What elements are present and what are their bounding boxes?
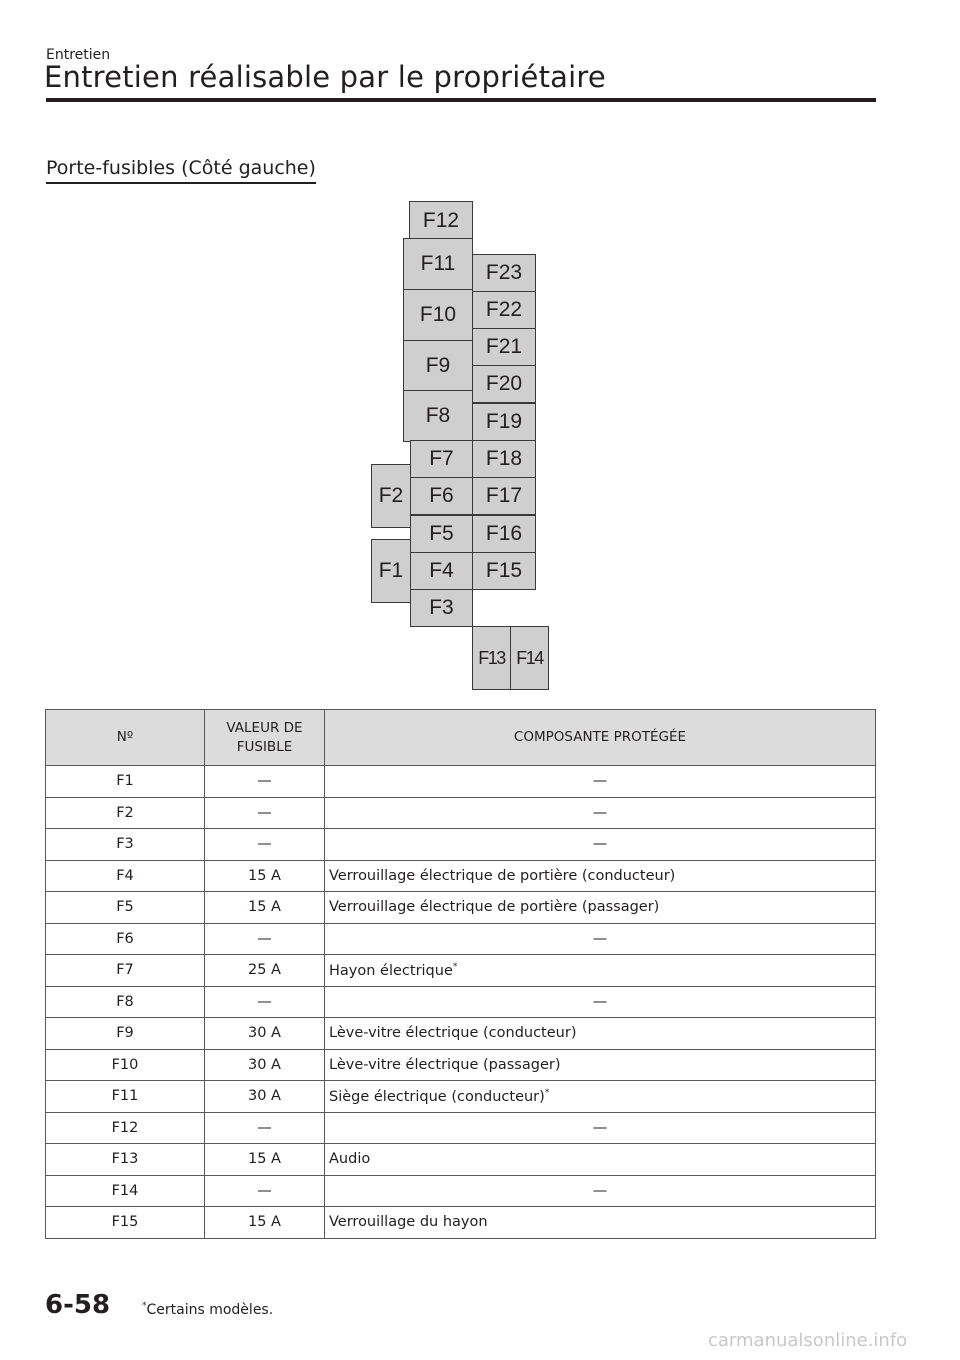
cell-fuse-number: F3 [46, 829, 205, 861]
cell-fuse-value: 30 A [205, 1081, 325, 1113]
cell-fuse-number: F7 [46, 955, 205, 987]
fuse-box-diagram [360, 195, 560, 695]
cell-fuse-number: F10 [46, 1049, 205, 1081]
table-header-row [46, 710, 876, 766]
component-text: Verrouillage électrique de portière (conducteur) [329, 867, 676, 884]
cell-fuse-number: F13 [46, 1144, 205, 1176]
component-text: Siège électrique (conducteur) [329, 1088, 545, 1105]
table-row [46, 1018, 876, 1050]
cell-fuse-value: — [205, 923, 325, 955]
cell-fuse-value: — [205, 1175, 325, 1207]
cell-protected-component [325, 892, 876, 924]
cell-fuse-value: 15 A [205, 892, 325, 924]
table-row [46, 860, 876, 892]
cell-fuse-value: 15 A [205, 1144, 325, 1176]
component-text: — [592, 1119, 608, 1136]
cell-protected-component [325, 829, 876, 861]
cell-protected-component [325, 1049, 876, 1081]
cell-fuse-number: F2 [46, 797, 205, 829]
cell-fuse-value: 30 A [205, 1018, 325, 1050]
cell-protected-component [325, 955, 876, 987]
header-component: COMPOSANTE PROTÉGÉE [325, 710, 876, 766]
fuse-f8: F8 [403, 390, 473, 442]
fuse-f5: F5 [410, 515, 473, 553]
header-value-line1: VALEUR DE [226, 719, 303, 736]
cell-protected-component [325, 766, 876, 798]
table-row [46, 766, 876, 798]
watermark: carmanualsonline.info [708, 1330, 908, 1351]
table-row [46, 986, 876, 1018]
cell-fuse-number: F4 [46, 860, 205, 892]
page-header-title: Entretien réalisable par le propriétaire [44, 60, 606, 94]
cell-fuse-number: F15 [46, 1207, 205, 1239]
fuse-f6: F6 [410, 477, 473, 515]
table-row [46, 1049, 876, 1081]
table-row [46, 1175, 876, 1207]
fuse-f16: F16 [472, 515, 536, 553]
cell-fuse-number: F12 [46, 1112, 205, 1144]
component-text: — [592, 993, 608, 1010]
cell-protected-component [325, 1018, 876, 1050]
fuse-f14: F14 [510, 626, 549, 690]
component-text: — [592, 773, 608, 790]
fuse-f10: F10 [403, 289, 473, 341]
cell-fuse-number: F1 [46, 766, 205, 798]
cell-protected-component [325, 1112, 876, 1144]
cell-protected-component [325, 986, 876, 1018]
fuse-f9: F9 [403, 340, 473, 392]
header-value-line2: FUSIBLE [236, 738, 293, 755]
cell-fuse-value: 30 A [205, 1049, 325, 1081]
fuse-f22: F22 [472, 291, 536, 329]
cell-fuse-number: F11 [46, 1081, 205, 1113]
fuse-f3: F3 [410, 589, 473, 627]
component-text: Lève-vitre électrique (conducteur) [329, 1025, 577, 1042]
table-row [46, 1081, 876, 1113]
cell-protected-component [325, 1081, 876, 1113]
fuse-f17: F17 [472, 477, 536, 515]
component-text: Audio [329, 1151, 371, 1168]
cell-fuse-value: 25 A [205, 955, 325, 987]
section-title: Porte-fusibles (Côté gauche) [46, 157, 316, 184]
component-text: — [592, 930, 608, 947]
table-row [46, 797, 876, 829]
table-row [46, 923, 876, 955]
cell-protected-component [325, 1144, 876, 1176]
footnote [142, 1301, 273, 1318]
fuse-f19: F19 [472, 403, 536, 441]
cell-fuse-value: 15 A [205, 860, 325, 892]
header-rule [46, 98, 876, 102]
fuse-table [45, 709, 876, 1239]
table-row [46, 892, 876, 924]
cell-fuse-number: F6 [46, 923, 205, 955]
table-row [46, 955, 876, 987]
cell-fuse-number: F14 [46, 1175, 205, 1207]
cell-fuse-value: — [205, 1112, 325, 1144]
component-text: — [592, 836, 608, 853]
header-section-label: Entretien [46, 47, 111, 63]
cell-fuse-value: 15 A [205, 1207, 325, 1239]
footnote-marker: * [544, 1087, 550, 1098]
cell-fuse-number: F5 [46, 892, 205, 924]
header-value [205, 710, 325, 766]
table-row [46, 1207, 876, 1239]
fuse-f21: F21 [472, 328, 536, 366]
footnote-text: Certains modèles. [146, 1302, 274, 1318]
cell-protected-component [325, 860, 876, 892]
cell-fuse-number: F9 [46, 1018, 205, 1050]
fuse-f23: F23 [472, 254, 536, 292]
fuse-f7: F7 [410, 440, 473, 478]
cell-protected-component [325, 1175, 876, 1207]
component-text: Hayon électrique [329, 962, 453, 979]
cell-protected-component [325, 797, 876, 829]
component-text: — [592, 804, 608, 821]
cell-protected-component [325, 923, 876, 955]
fuse-f11: F11 [403, 238, 473, 290]
component-text: Verrouillage électrique de portière (passager) [329, 899, 660, 916]
table-row [46, 1144, 876, 1176]
cell-fuse-value: — [205, 766, 325, 798]
fuse-f1: F1 [371, 539, 411, 603]
component-text: — [592, 1182, 608, 1199]
fuse-f13: F13 [472, 626, 511, 690]
cell-fuse-value: — [205, 986, 325, 1018]
cell-fuse-value: — [205, 829, 325, 861]
fuse-f4: F4 [410, 552, 473, 590]
component-text: Verrouillage du hayon [329, 1214, 488, 1231]
footnote-marker: * [452, 961, 458, 972]
cell-protected-component [325, 1207, 876, 1239]
fuse-f15: F15 [472, 552, 536, 590]
table-row [46, 829, 876, 861]
footnote-mark: * [142, 1301, 147, 1311]
page-number: 6-58 [45, 1290, 111, 1320]
header-no: Nº [46, 710, 205, 766]
table-row [46, 1112, 876, 1144]
fuse-f2: F2 [371, 464, 411, 528]
cell-fuse-number: F8 [46, 986, 205, 1018]
fuse-f20: F20 [472, 365, 536, 403]
fuse-f18: F18 [472, 440, 536, 478]
component-text: Lève-vitre électrique (passager) [329, 1056, 561, 1073]
cell-fuse-value: — [205, 797, 325, 829]
fuse-f12: F12 [409, 201, 473, 241]
